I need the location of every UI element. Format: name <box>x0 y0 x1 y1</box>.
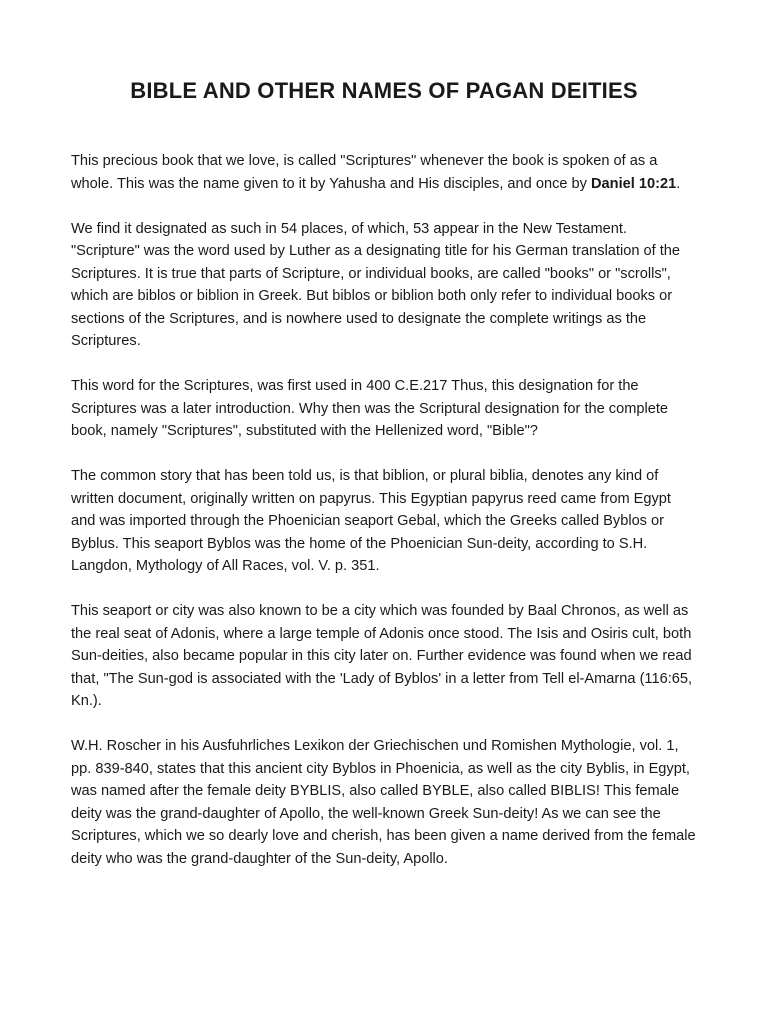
paragraph-4: The common story that has been told us, is that biblion, or plural biblia, denotes any kind of written document, originally written on papyrus. This Egyptian papyrus reed came from Egypt and was imported through the Phoenician seaport Gebal, which the Greeks called Byblos or Byblus. This seaport Byblos was the home of the Phoenician Sun-deity, according to S.H. Langdon, Mythology of All Races, vol. V. p. 351. <box>71 468 671 574</box>
paragraph-3: This word for the Scriptures, was first used in 400 C.E.217 Thus, this designation for the Scriptures was a later introduction. Why then was the Scriptural designation for the complete book, namely "Scriptures", substituted with the Hellenized word, "Bible"? <box>71 378 669 439</box>
paragraph-6: W.H. Roscher in his Ausfuhrliches Lexikon der Griechischen und Romishen Mythologie, vol. 1, pp. 839-840, states that this ancient city Byblos in Phoenicia, as well as the city Byblis, in Egypt, was named after the female deity BYBLIS, also called BYBLE, also called BIBLIS! This female deity was the grand-daughter of Apollo, the well-known Greek Sun-deity! As we can see the Scriptures, which we so dearly love and cherish, has been given a name derived from the female deity who was the grand-daughter of the Sun-deity, Apollo. <box>71 738 696 867</box>
paragraph-1-end: . <box>676 175 681 192</box>
document-body <box>71 150 699 893</box>
document-title: BIBLE AND OTHER NAMES OF PAGAN DEITIES <box>130 78 638 103</box>
paragraph-2: We find it designated as such in 54 places, of which, 53 appear in the New Testament. "Scripture" was the word used by Luther as a designating title for his German translation of the Scriptures. It is true that parts of Scripture, or individual books, are called "books" or "scrolls", which are biblos or biblion in Greek. But biblos or biblion both only refer to individual books or sections of the Scriptures, and is nowhere used to designate the complete writings as the Scriptures. <box>71 220 681 349</box>
paragraph-1 <box>71 150 699 195</box>
paragraph-1-text: This precious book that we love, is called "Scriptures" whenever the book is spoken of as a whole. This was the name given to it by Yahusha and His disciples, and once by <box>71 153 658 192</box>
paragraph-5: This seaport or city was also known to be a city which was founded by Baal Chronos, as well as the real seat of Adonis, where a large temple of Adonis once stood. The Isis and Osiris cult, both Sun-deities, also became popular in this city later on. Further evidence was found when we read that, "The Sun-god is associated with the 'Lady of Byblos' in a letter from Tell el-Amarna (116:65, Kn.). <box>71 603 693 709</box>
scripture-reference: Daniel 10:21 <box>591 175 677 192</box>
